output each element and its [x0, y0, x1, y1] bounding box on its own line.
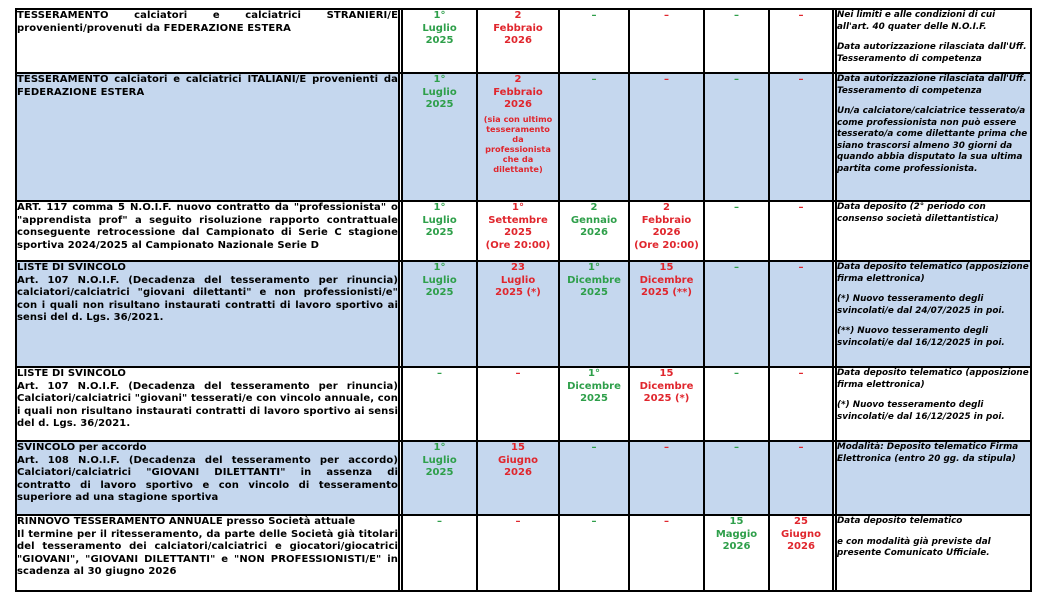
- end-date-2-line: –: [664, 74, 669, 85]
- start-date-3-line: –: [734, 262, 739, 273]
- end-date-3-line: –: [798, 368, 804, 379]
- start-date-1-line: 2025: [425, 227, 454, 238]
- end-date-2-line: –: [664, 442, 669, 453]
- end-date-1-line: 2: [514, 10, 522, 21]
- row-description: [16, 73, 399, 201]
- note-text: e con modalità già previste dal presente Comunicato Ufficiale.: [837, 536, 991, 558]
- start-date-3: [704, 515, 769, 591]
- end-date-1-line: –: [515, 368, 521, 379]
- start-date-2-line: Gennaio: [570, 214, 618, 226]
- start-date-2-line: 2026: [580, 227, 608, 238]
- end-date-1: [477, 441, 559, 515]
- end-date-1: [477, 73, 559, 201]
- note-text: Data autorizzazione rilasciata dall'Uff. Tesseramento di competenza: [837, 42, 1027, 64]
- end-date-1-line: 23: [511, 262, 525, 273]
- row-notes: [836, 201, 1031, 261]
- start-date-1-line: 2025: [425, 467, 454, 478]
- start-date-3-line: –: [734, 368, 739, 379]
- start-date-3-line: Maggio: [715, 528, 758, 540]
- start-date-3: [704, 9, 769, 73]
- start-date-1-line: 1°: [433, 74, 446, 85]
- end-date-1: [477, 9, 559, 73]
- note-text: Data autorizzazione rilasciata dall'Uff. Tesseramento di competenza: [837, 74, 1027, 96]
- row-notes: [836, 73, 1031, 201]
- table-row: [16, 515, 1031, 591]
- end-date-3: [769, 261, 833, 367]
- start-date-2: [559, 441, 629, 515]
- start-date-1-line: 2025: [425, 99, 454, 110]
- end-date-2: [629, 201, 704, 261]
- note-text: (**) Nuovo tesseramento degli svincolati/e dal 16/12/2025 in poi.: [837, 326, 1005, 348]
- end-date-2-line: –: [664, 516, 669, 527]
- table-row: [16, 261, 1031, 367]
- end-date-1-line: 2026: [504, 467, 532, 478]
- start-date-1: [402, 367, 477, 441]
- end-date-2-line: 2025 (*): [643, 393, 690, 404]
- start-date-3: [704, 441, 769, 515]
- note-text: Data deposito telematico: [837, 516, 963, 526]
- note-text: Data deposito telematico (apposizione firma elettronica): [837, 262, 1029, 284]
- description-text: TESSERAMENTO calciatori e calciatrici STRANIERI/E provenienti/provenuti da FEDERAZIONE ESTERA: [17, 10, 398, 34]
- start-date-1-line: 2025: [425, 35, 454, 46]
- start-date-3: [704, 367, 769, 441]
- end-date-3-line: –: [798, 10, 804, 21]
- row-notes: [836, 261, 1031, 367]
- start-date-3: [704, 73, 769, 201]
- end-date-1-line: (Ore 20:00): [485, 239, 551, 251]
- end-date-3-line: –: [798, 262, 804, 273]
- start-date-2: [559, 515, 629, 591]
- end-date-3: [769, 441, 833, 515]
- end-date-2: [629, 515, 704, 591]
- end-date-3: [769, 73, 833, 201]
- note-text: Data deposito (2° periodo con consenso società dilettantistica): [837, 202, 999, 224]
- end-date-2-line: Dicembre: [639, 380, 694, 392]
- end-date-2-line: Febbraio: [641, 214, 692, 226]
- end-date-1-line: Febbraio: [493, 22, 543, 34]
- description-text: LISTE DI SVINCOLO: [17, 368, 127, 379]
- end-date-1-line: Febbraio: [493, 86, 543, 98]
- start-date-2: [559, 73, 629, 201]
- row-notes: [836, 367, 1031, 441]
- end-date-2: [629, 73, 704, 201]
- start-date-1: [402, 73, 477, 201]
- end-date-1-extra-line: tesseramento: [486, 123, 550, 134]
- end-date-1-line: 2025 (*): [495, 287, 541, 298]
- end-date-3: [769, 367, 833, 441]
- end-date-1-line: Giugno: [498, 454, 538, 466]
- row-notes: [836, 441, 1031, 515]
- end-date-3: [769, 515, 833, 591]
- start-date-2-line: 2025: [580, 393, 608, 404]
- description-text: LISTE DI SVINCOLO: [17, 262, 127, 273]
- start-date-1-line: Luglio: [422, 214, 457, 226]
- end-date-1-line: Luglio: [500, 274, 536, 286]
- end-date-1-line: 15: [511, 442, 525, 453]
- end-date-2: [629, 9, 704, 73]
- note-text: Data deposito telematico (apposizione firma elettronica): [837, 368, 1029, 390]
- start-date-3-line: –: [734, 10, 739, 21]
- start-date-1-line: 1°: [433, 442, 446, 453]
- start-date-3: [704, 261, 769, 367]
- row-description: [16, 367, 399, 441]
- table-row: [16, 73, 1031, 201]
- start-date-2-line: –: [591, 74, 597, 85]
- note-text: (*) Nuovo tesseramento degli svincolati/e dal 24/07/2025 in poi.: [837, 294, 1005, 316]
- description-text: Il termine per il ritesseramento, da parte delle Società già titolari del tesseramento dei calciatori/calciatrici e giocatori/giocatrici "GIOVANI", "GIOVANI DILETTANTI" e "NON PROFESSIONISTI/E" in scadenza al 30 giugno 2026: [17, 528, 398, 577]
- row-description: [16, 441, 399, 515]
- start-date-2-line: –: [591, 442, 597, 453]
- registration-periods-table: [15, 8, 1032, 592]
- end-date-1-line: 2: [514, 74, 522, 85]
- start-date-1: [402, 515, 477, 591]
- end-date-2-line: (Ore 20:00): [634, 239, 699, 251]
- end-date-2-line: 15: [659, 262, 674, 273]
- end-date-1-line: –: [515, 516, 521, 527]
- end-date-3-line: 25: [794, 516, 808, 527]
- start-date-1: [402, 201, 477, 261]
- start-date-1-line: Luglio: [422, 22, 457, 34]
- end-date-1-extra-line: da: [512, 133, 524, 144]
- start-date-1-line: –: [437, 516, 442, 527]
- row-description: [16, 201, 399, 261]
- end-date-2: [629, 367, 704, 441]
- row-notes: [836, 515, 1031, 591]
- end-date-1: [477, 201, 559, 261]
- start-date-3-line: –: [734, 442, 739, 453]
- note-text: Modalità: Deposito telematico Firma Elettronica (entro 20 gg. da stipula): [837, 442, 1019, 464]
- note-text: (*) Nuovo tesseramento degli svincolati/e dal 16/12/2025 in poi.: [837, 400, 1005, 422]
- description-text: TESSERAMENTO calciatori e calciatrici ITALIANI/E provenienti da FEDERAZIONE ESTERA: [17, 74, 398, 98]
- description-text: Art. 107 N.O.I.F. (Decadenza del tesseramento per rinuncia) Calciatori/calciatrici "giovani" tesserati/e con vincolo annuale, con i quali non risultano instaurati contratti di lavoro sportivo ai sensi del d. Lgs. 36/2021.: [17, 380, 398, 429]
- row-description: [16, 9, 399, 73]
- description-text: SVINCOLO per accordo: [17, 442, 147, 453]
- start-date-2-line: 1°: [588, 262, 600, 273]
- end-date-3-line: –: [798, 442, 804, 453]
- description-text: Art. 108 N.O.I.F. (Decadenza del tesseramento per accordo) Calciatori/calciatrici "GIOVANI DILETTANTI" in assenza di contratto di lavoro sportivo e con vincolo di tesseramento superiore ad una stagione sportiva: [17, 454, 398, 503]
- start-date-2-line: Dicembre: [567, 380, 621, 392]
- start-date-3-line: –: [734, 74, 739, 85]
- end-date-1-line: Settembre: [488, 214, 548, 226]
- start-date-1: [402, 441, 477, 515]
- start-date-1-line: 1°: [433, 10, 446, 21]
- end-date-3-line: Giugno: [781, 528, 821, 540]
- start-date-3-line: 15: [729, 516, 744, 527]
- end-date-3-line: –: [798, 74, 804, 85]
- end-date-3: [769, 9, 833, 73]
- end-date-3-line: –: [798, 202, 804, 213]
- end-date-1-extra-line: dilettante): [493, 163, 543, 174]
- start-date-1-line: 1°: [433, 202, 446, 213]
- end-date-1: [477, 261, 559, 367]
- description-text: RINNOVO TESSERAMENTO ANNUALE presso Società attuale: [17, 516, 356, 527]
- row-notes: [836, 9, 1031, 73]
- start-date-1-line: Luglio: [422, 454, 457, 466]
- end-date-1-line: 2025: [504, 227, 532, 238]
- end-date-1: [477, 515, 559, 591]
- start-date-2-line: 2025: [580, 287, 608, 298]
- start-date-3: [704, 201, 769, 261]
- end-date-2-line: Dicembre: [639, 274, 694, 286]
- end-date-3: [769, 201, 833, 261]
- start-date-1-line: –: [437, 368, 442, 379]
- start-date-1-line: Luglio: [422, 86, 457, 98]
- end-date-3-line: 2026: [787, 541, 815, 552]
- start-date-1: [402, 9, 477, 73]
- start-date-2: [559, 367, 629, 441]
- start-date-2-line: –: [591, 10, 597, 21]
- start-date-2-line: –: [591, 516, 597, 527]
- description-text: ART. 117 comma 5 N.O.I.F. nuovo contratto da "professionista" o "apprendista prof" a seguito risoluzione rapporto contrattuale conseguente retrocessione dal Campionato di Serie C stagione sportiva 2024/2025 al Campionato Nazionale Serie D: [17, 202, 398, 251]
- start-date-1-line: 1°: [433, 262, 446, 273]
- end-date-1-extra-line: professionista: [485, 143, 551, 154]
- start-date-1: [402, 261, 477, 367]
- end-date-2-line: 15: [659, 368, 674, 379]
- end-date-1: [477, 367, 559, 441]
- end-date-2-line: 2025 (**): [641, 287, 692, 298]
- end-date-1-line: 2026: [504, 99, 532, 110]
- start-date-1-line: Luglio: [422, 274, 457, 286]
- note-text: Nei limiti e alle condizioni di cui all'art. 40 quater delle N.O.I.F.: [837, 10, 996, 32]
- description-text: Art. 107 N.O.I.F. (Decadenza del tesseramento per rinuncia) calciatori/calciatrici "giovani dilettanti" e non professionisti/e" con i quali non risultano instaurati contratti di lavoro sportivo ai sensi del d. Lgs. 36/2021.: [17, 274, 398, 323]
- start-date-3-line: 2026: [722, 541, 751, 552]
- start-date-2: [559, 201, 629, 261]
- table-row: [16, 367, 1031, 441]
- end-date-2-line: 2026: [652, 227, 681, 238]
- table-row: [16, 441, 1031, 515]
- end-date-1-line: 2026: [504, 35, 532, 46]
- table-row: [16, 201, 1031, 261]
- start-date-2: [559, 261, 629, 367]
- start-date-1-line: 2025: [425, 287, 454, 298]
- end-date-1-extra-line: che da: [502, 153, 534, 164]
- end-date-1-extra: [478, 114, 558, 174]
- end-date-2-line: 2: [663, 202, 670, 213]
- start-date-2-line: 2: [590, 202, 598, 213]
- start-date-2-line: Dicembre: [567, 274, 621, 286]
- start-date-2-line: 1°: [588, 368, 600, 379]
- start-date-2: [559, 9, 629, 73]
- table-row: [16, 9, 1031, 73]
- end-date-1-line: 1°: [512, 202, 524, 213]
- end-date-1-extra-line: (sia con ultimo: [483, 113, 553, 124]
- start-date-3-line: –: [734, 202, 739, 213]
- note-text: Un/a calciatore/calciatrice tesserato/a come professionista non può essere tesserato/a come dilettante prima che siano trascorsi almeno 30 giorni da quando abbia disputato la sua ultima partita come professionista.: [837, 106, 1028, 174]
- end-date-2: [629, 441, 704, 515]
- end-date-2-line: –: [664, 10, 669, 21]
- row-description: [16, 261, 399, 367]
- end-date-2: [629, 261, 704, 367]
- row-description: [16, 515, 399, 591]
